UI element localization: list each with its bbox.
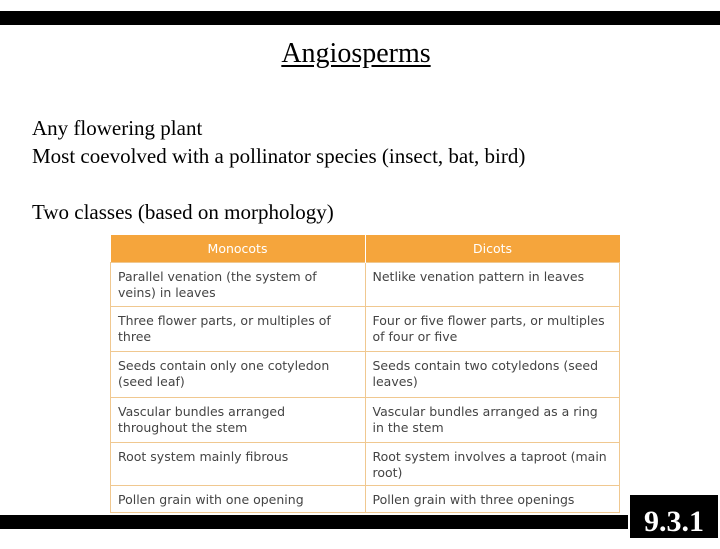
slide-title: Angiosperms <box>281 38 431 69</box>
bullet-list <box>32 114 525 226</box>
table-cell: Root system mainly fibrous <box>111 443 366 486</box>
table-row <box>111 307 620 352</box>
table-cell: Seeds contain two cotyledons (seed leaves) <box>365 352 620 398</box>
bullet-item: Two classes (based on morphology) <box>32 200 334 224</box>
table-cell: Seeds contain only one cotyledon (seed leaf) <box>111 352 366 398</box>
table-row <box>111 486 620 513</box>
table-cell: Vascular bundles arranged as a ring in the stem <box>365 398 620 443</box>
table-cell: Three flower parts, or multiples of three <box>111 307 366 352</box>
comparison-table <box>110 235 620 513</box>
table-cell: Vascular bundles arranged throughout the stem <box>111 398 366 443</box>
bottom-bar <box>0 515 720 529</box>
top-bar <box>0 11 720 25</box>
table-row <box>111 352 620 398</box>
table-cell: Netlike venation pattern in leaves <box>365 263 620 307</box>
table-cell: Parallel venation (the system of veins) in leaves <box>111 263 366 307</box>
bullet-item: Most coevolved with a pollinator species (insect, bat, bird) <box>32 144 526 168</box>
table-header-row <box>111 235 620 263</box>
header-monocots: Monocots <box>111 235 366 263</box>
slide-number: 9.3.1 <box>628 493 720 540</box>
table-cell: Four or five flower parts, or multiples of four or five <box>365 307 620 352</box>
bullet-item: Any flowering plant <box>32 116 203 140</box>
table-row <box>111 443 620 486</box>
table-row <box>111 398 620 443</box>
table-cell: Pollen grain with one opening <box>111 486 366 513</box>
table-cell: Root system involves a taproot (main root) <box>365 443 620 486</box>
header-dicots: Dicots <box>365 235 620 263</box>
table-cell: Pollen grain with three openings <box>365 486 620 513</box>
table-row <box>111 263 620 307</box>
